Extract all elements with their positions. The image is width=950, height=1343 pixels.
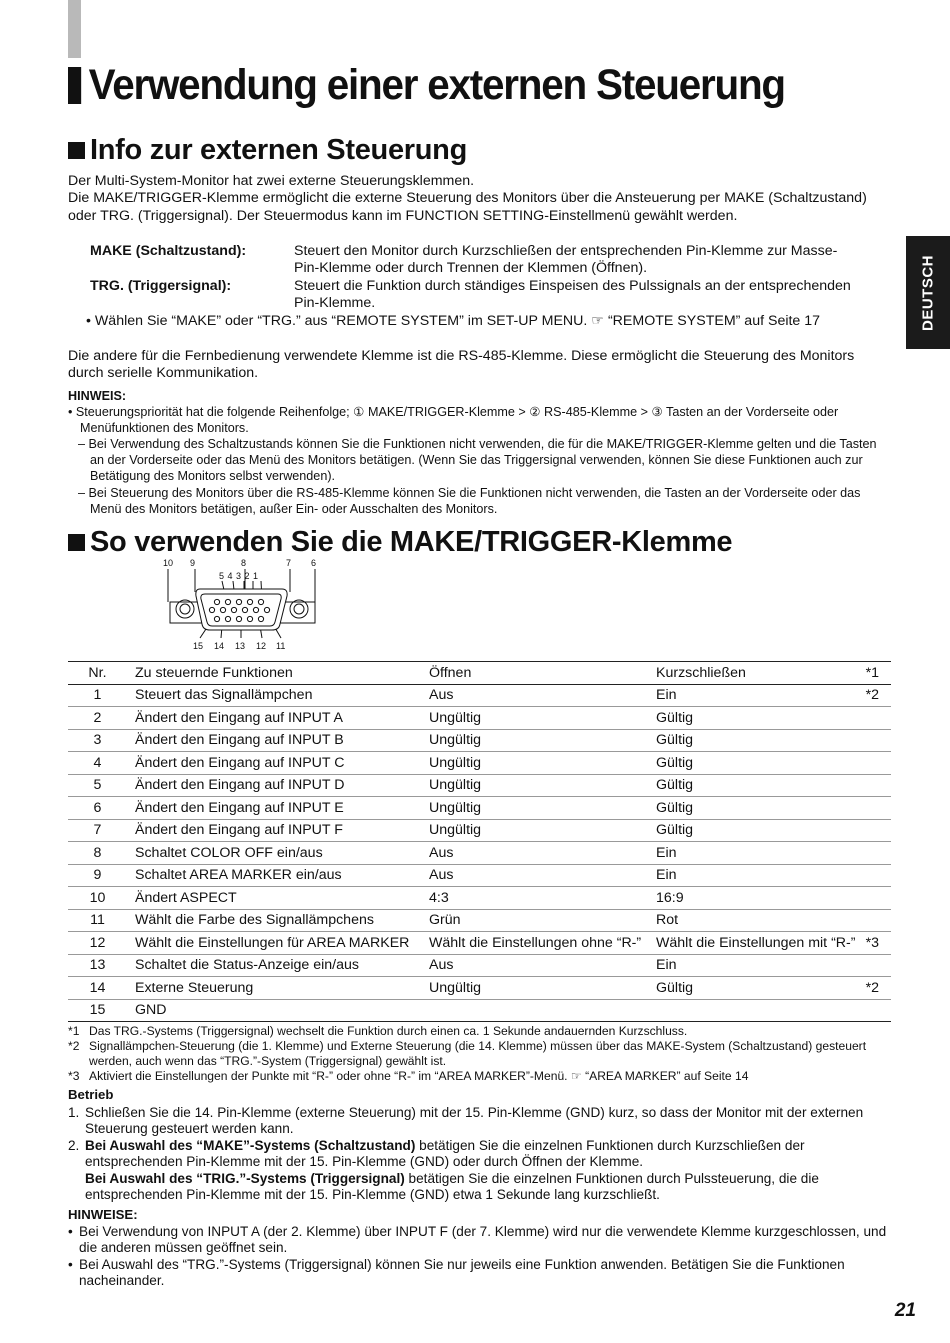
cell-nr: 2 [93, 709, 102, 726]
cell-open: Ungültig [429, 777, 482, 794]
cell-note: *2 [865, 979, 879, 996]
table-row [68, 932, 891, 955]
cell-function: GND [135, 1002, 167, 1019]
remote-system-bullet: • Wählen Sie “MAKE” oder “TRG.” aus “REMOTE SYSTEM” im SET-UP MENU. ☞ “REMOTE SYSTEM” auf Seite 17 [86, 313, 821, 329]
column-header-open: Öffnen [429, 664, 472, 681]
cell-open: Ungültig [429, 709, 482, 726]
cell-function: Ändert den Eingang auf INPUT A [135, 709, 343, 726]
cell-short: Gültig [656, 709, 694, 726]
cell-open: Aus [429, 867, 454, 884]
section-heading-info: Info zur externen Steuerung [68, 132, 467, 168]
footnote-item: *3 Aktiviert die Einstellungen der Punkte mit “R-” oder ohne “R-” im “AREA MARKER”-Menü. ☞ “AREA MARKER” auf Seite 14 [68, 1069, 749, 1083]
intro-paragraph: Der Multi-System-Monitor hat zwei externe Steuerungsklemmen. Die MAKE/TRIGGER-Klemme ermöglicht die externe Steuerung des Monitors über die Ansteuerung per MAKE (Schaltzustand) oder TRG. (Triggersignal). Der Steuermodus kann im FUNCTION SETTING-Einstellmenü gewählt werden. [68, 173, 867, 224]
cell-open: Grün [429, 912, 461, 929]
cell-open: Ungültig [429, 754, 482, 771]
cell-note: *2 [865, 687, 879, 704]
betrieb-step: 2. Bei Auswahl des “MAKE”-Systems (Schaltzustand) betätigen Sie die einzelnen Funktionen durch Kurzschließen der entsprechenden Pin-Klemme mit der 15. Pin-Klemme (GND) oder durch Öffnen der Klemme. Bei Auswahl des “TRIG.”-Systems (Triggersignal) betätigen Sie die einzelnen Funktionen durch Pulssteuerung, die die entsprechenden Pin-Klemme mit der 15. Pin-Klemme (GND) etwa 1 Sekunde lang kurzschließt. [68, 1137, 819, 1202]
cell-function: Wählt die Farbe des Signallämpchens [135, 912, 374, 929]
cell-function: Ändert den Eingang auf INPUT D [135, 777, 345, 794]
cell-function: Ändert den Eingang auf INPUT F [135, 822, 343, 839]
cell-nr: 6 [93, 799, 102, 816]
pin-label-7: 7 [286, 558, 292, 568]
heading-square-marker [68, 142, 85, 159]
cell-function: Schaltet COLOR OFF ein/aus [135, 844, 323, 861]
pin-label-12: 12 [256, 641, 267, 651]
cell-short: Gültig [656, 799, 694, 816]
cell-note [856, 707, 891, 730]
table-row [68, 684, 891, 707]
cell-short: Ein [656, 844, 677, 861]
language-tab [906, 236, 950, 349]
table-row [68, 797, 891, 820]
cell-note [856, 774, 891, 797]
cell-note [856, 729, 891, 752]
rs485-paragraph: Die andere für die Fernbedienung verwendete Klemme ist die RS-485-Klemme. Diese ermöglicht die Steuerung des Monitors durch serielle Kommunikation. [68, 348, 855, 382]
header-decoration-bar [68, 0, 81, 58]
hinweis-priority: • Steuerungspriorität hat die folgende Reihenfolge; ① MAKE/TRIGGER-Klemme > ② RS-485-Klemme > ③ Tasten an der Vorderseite oder Menüfunktionen des Monitors. [68, 405, 839, 435]
cell-function: Ändert den Eingang auf INPUT E [135, 799, 344, 816]
footnote-item: *2 Signallämpchen-Steuerung (die 1. Klemme) und Externe Steuerung (die 14. Klemme) müssen über das MAKE-System (Schaltzustand) gesteuert werden, auch wenn das “TRG.”-System (Triggersignal) gewählt ist. [68, 1039, 867, 1068]
cell-short [656, 999, 856, 1022]
pin-label-11: 11 [276, 641, 286, 651]
cell-note [856, 999, 891, 1022]
cell-short: Ein [656, 957, 677, 974]
table-row [68, 887, 891, 910]
cell-open: Ungültig [429, 732, 482, 749]
cell-note [856, 954, 891, 977]
page-number: 21 [894, 1300, 916, 1321]
hinweis-label: HINWEIS: [68, 389, 127, 403]
cell-short: Gültig [656, 754, 694, 771]
page-title-text: Verwendung einer externen Steuerung [88, 61, 785, 109]
pin-label-6: 6 [311, 558, 317, 568]
title-marker [68, 67, 81, 104]
heading-square-marker [68, 534, 85, 551]
cell-function: Externe Steuerung [135, 979, 254, 996]
cell-short: Ein [656, 867, 677, 884]
betrieb-label: Betrieb [68, 1087, 114, 1102]
definition-description: Steuert die Funktion durch ständiges Einspeisen des Pulssignals an der entsprechenden Pin-Klemme. [294, 278, 851, 312]
cell-short: 16:9 [656, 889, 684, 906]
cell-open: Wählt die Einstellungen ohne “R-” [429, 934, 642, 951]
pin-label-10: 10 [163, 558, 174, 568]
table-row [68, 954, 891, 977]
cell-short: Gültig [656, 777, 694, 794]
table-row [68, 707, 891, 730]
cell-note [856, 819, 891, 842]
cell-note [856, 752, 891, 775]
betrieb-step: 1. Schließen Sie die 14. Pin-Klemme (externe Steuerung) mit der 15. Pin-Klemme (GND) kurz, so dass der Monitor mit der externen Steuerung gesteuert werden kann. [68, 1104, 864, 1136]
cell-nr: 12 [89, 934, 106, 951]
hinweis-rs485: – Bei Steuerung des Monitors über die RS-485-Klemme können Sie die Funktionen nicht verwenden, die Tasten an der Vorderseite oder das Menü des Monitors betätigen, außer Ein- oder Ausschalten des Monitors. [78, 486, 861, 516]
cell-open: 4:3 [429, 889, 449, 906]
table-row [68, 774, 891, 797]
cell-note [856, 887, 891, 910]
table-row [68, 819, 891, 842]
cell-nr: 14 [89, 979, 106, 996]
table-row [68, 977, 891, 1000]
footnote-item: *1 Das TRG.-Systems (Triggersignal) wechselt die Funktion durch einen ca. 1 Sekunde andauernden Kurzschluss. [68, 1024, 688, 1038]
section-heading-make-trigger: So verwenden Sie die MAKE/TRIGGER-Klemme [68, 524, 732, 560]
cell-nr: 9 [93, 867, 102, 884]
cell-note [856, 909, 891, 932]
cell-nr: 5 [93, 777, 102, 794]
column-header-nr: Nr. [88, 664, 107, 681]
cell-short: Gültig [656, 979, 694, 996]
table-row [68, 999, 891, 1022]
table-row [68, 909, 891, 932]
hinweis-make-trigger: – Bei Verwendung des Schaltzustands können Sie die Funktionen nicht verwenden, die für die MAKE/TRIGGER-Klemme gelten und die Tasten an der Vorderseite oder das Menü des Monitors betätigen. (Wenn Sie das Triggersignal verwenden, können Sie diese Funktionen auch zur Betätigung des Monitors selbst verwenden). [78, 437, 877, 483]
cell-open: Aus [429, 957, 454, 974]
connector-pin-diagram [160, 556, 330, 652]
cell-short: Ein [656, 687, 677, 704]
column-header-function: Zu steuernde Funktionen [135, 664, 293, 681]
cell-open: Aus [429, 687, 454, 704]
pin-label-9: 9 [190, 558, 196, 568]
definition-term: MAKE (Schaltzustand): [90, 243, 247, 259]
definition-trg [90, 278, 860, 314]
cell-nr: 10 [89, 889, 106, 906]
column-header-short: Kurzschließen [656, 664, 746, 681]
table-row [68, 752, 891, 775]
cell-short: Gültig [656, 732, 694, 749]
table-header-row [68, 662, 891, 685]
betrieb-section [68, 1087, 890, 1204]
cell-open: Ungültig [429, 822, 482, 839]
hinweise-item: • Bei Verwendung von INPUT A (der 2. Klemme) über INPUT F (der 7. Klemme) wird nur die verwendete Klemme kurzgeschlossen, und die anderen müssen geöffnet sein. [68, 1223, 887, 1255]
hinweise-item: • Bei Auswahl des “TRG.”-Systems (Triggersignal) können Sie nur jeweils eine Funktion anwenden. Betätigen Sie die Funktionen nacheinander. [68, 1256, 845, 1288]
language-tab-label: DEUTSCH [919, 254, 937, 331]
cell-function: Ändert ASPECT [135, 889, 237, 906]
cell-nr: 11 [90, 912, 105, 929]
pin-label-13: 13 [235, 641, 246, 651]
cell-nr: 13 [89, 957, 106, 974]
cell-function: Schaltet AREA MARKER ein/aus [135, 867, 342, 884]
hinweise-label: HINWEISE: [68, 1207, 138, 1222]
definition-term: TRG. (Triggersignal): [90, 278, 232, 294]
cell-open [429, 999, 656, 1022]
cell-open: Ungültig [429, 799, 482, 816]
cell-short: Gültig [656, 822, 694, 839]
cell-function: Wählt die Einstellungen für AREA MARKER [135, 934, 410, 951]
pin-label-15: 15 [193, 641, 204, 651]
cell-nr: 4 [93, 754, 102, 771]
cell-note [856, 864, 891, 887]
cell-short: Wählt die Einstellungen mit “R-” [656, 934, 856, 951]
cell-note [856, 797, 891, 820]
table-footnotes [68, 1024, 893, 1084]
hinweise-section [68, 1207, 893, 1290]
cell-nr: 15 [89, 1002, 106, 1019]
pin-label-14: 14 [214, 641, 225, 651]
cell-note [856, 842, 891, 865]
cell-note: *3 [865, 934, 879, 951]
cell-nr: 7 [93, 822, 102, 839]
cell-function: Schaltet die Status-Anzeige ein/aus [135, 957, 359, 974]
cell-nr: 1 [93, 687, 102, 704]
pin-label-8: 8 [241, 558, 247, 568]
definition-description: Steuert den Monitor durch Kurzschließen der entsprechenden Pin-Klemme zur Masse-Pin-Klemme oder durch Trennen der Klemmen (Öffnen). [294, 243, 838, 277]
cell-nr: 8 [93, 844, 102, 861]
table-row [68, 729, 891, 752]
page-title [68, 58, 785, 113]
pin-labels-1-5: 5 4 3 2 1 [219, 571, 259, 581]
cell-short: Rot [656, 912, 679, 929]
cell-function: Ändert den Eingang auf INPUT C [135, 754, 345, 771]
table-row [68, 842, 891, 865]
cell-open: Ungültig [429, 979, 482, 996]
function-table [68, 661, 891, 1022]
cell-function: Ändert den Eingang auf INPUT B [135, 732, 344, 749]
cell-open: Aus [429, 844, 454, 861]
cell-nr: 3 [93, 732, 102, 749]
column-header-note: *1 [865, 664, 879, 681]
definition-make [90, 243, 860, 279]
cell-function: Steuert das Signallämpchen [135, 687, 313, 704]
table-row [68, 864, 891, 887]
